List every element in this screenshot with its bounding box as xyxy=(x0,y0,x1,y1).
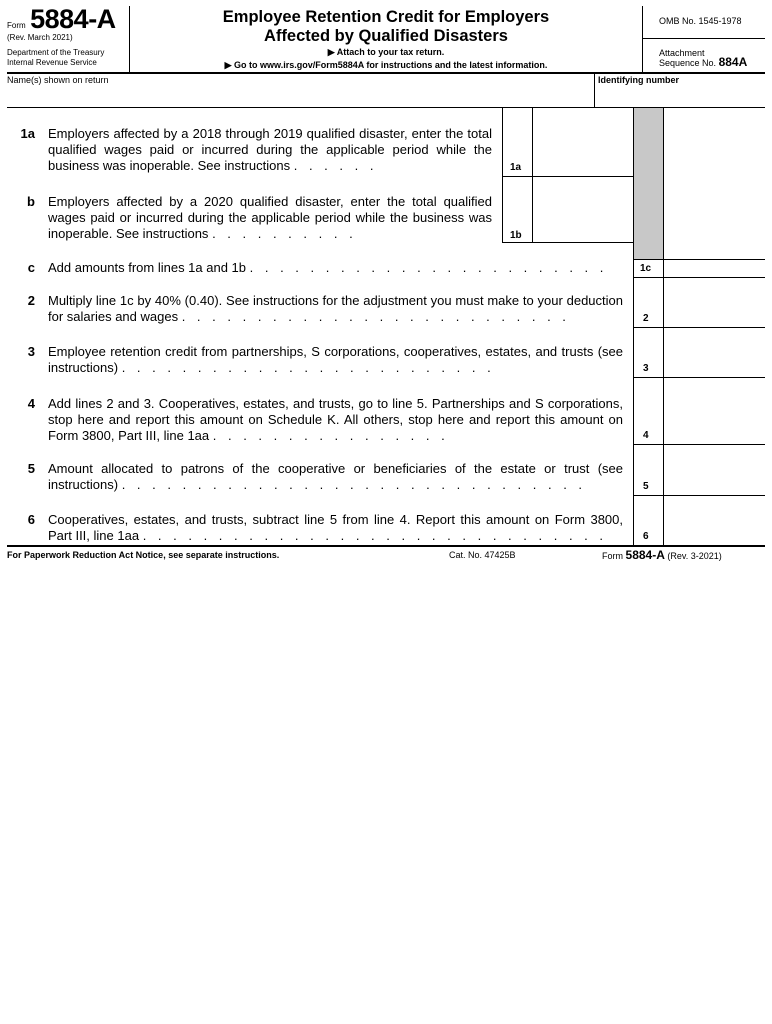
omb-number: OMB No. 1545-1978 xyxy=(659,16,742,26)
line-5-text: Amount allocated to patrons of the cooperative or beneficiaries of the estate or trust (see instructions) . . . . . . . . . . . . . . . . . . . . . . . . . . . . . . . xyxy=(48,461,623,492)
sequence-block xyxy=(659,55,747,69)
form-title xyxy=(130,8,642,46)
line-2-amount-field[interactable] xyxy=(664,278,764,326)
arrow-right-icon: ▶ xyxy=(224,60,232,70)
line-3-box-label: 3 xyxy=(643,363,649,374)
line-3-text: Employee retention credit from partnerships, S corporations, cooperatives, estates, and trusts (see instructions) . . . . . . . . . . . . . . . . . . . . . . . . . xyxy=(48,344,623,375)
name-label: Name(s) shown on return xyxy=(7,75,109,85)
line-1c-text: Add amounts from lines 1a and 1b . . . . . . . . . . . . . . . . . . . . . . . . xyxy=(48,260,608,275)
attachment-label: Attachment xyxy=(659,48,705,58)
line-1a-box-label: 1a xyxy=(510,162,522,173)
line-1a-text: Employers affected by a 2018 through 2019 qualified disaster, enter the total qualified wages paid or incurred during the applicable period while the business was inoperable. See instructions . . . . . . xyxy=(48,126,492,173)
irs: Internal Revenue Service xyxy=(7,58,97,67)
title-line-2: Affected by Qualified Disasters xyxy=(264,27,508,45)
line-6-box-label: 6 xyxy=(643,531,649,542)
line-6-number: 6 xyxy=(27,512,35,527)
shaded-area xyxy=(634,108,663,259)
line-2-number: 2 xyxy=(27,293,35,308)
line-5-amount-field[interactable] xyxy=(664,445,764,494)
arrow-right-icon: ▶ xyxy=(327,47,335,57)
goto-instruction: ▶ Go to www.irs.gov/Form5884A for instructions and the latest information. xyxy=(224,60,548,70)
form-id-block xyxy=(7,4,132,35)
line-4-amount-field[interactable] xyxy=(664,378,764,443)
title-line-1: Employee Retention Credit for Employers xyxy=(222,8,550,26)
form-number: 5884-A xyxy=(30,4,116,34)
line-1a-amount-field[interactable] xyxy=(533,109,632,175)
sequence-label: Sequence No. xyxy=(659,58,717,68)
identifying-number-label: Identifying number xyxy=(598,75,679,85)
line-3-amount-field[interactable] xyxy=(664,328,764,376)
attach-instruction: ▶ Attach to your tax return. xyxy=(327,47,445,57)
footer-form-id: Form 5884-A (Rev. 3-2021) xyxy=(602,548,722,562)
line-6-amount-field[interactable] xyxy=(664,496,764,544)
line-1b-number: b xyxy=(27,194,35,209)
line-5-box-label: 5 xyxy=(643,481,649,492)
line-1b-amount-field[interactable] xyxy=(533,177,632,241)
line-1c-amount-field[interactable] xyxy=(664,260,764,276)
line-1b-text: Employers affected by a 2020 qualified disaster, enter the total qualified wages paid or incurred during the applicable period while the business was inoperable. See instructions . . . . . . . . . . xyxy=(48,194,492,241)
line-1b-box-label: 1b xyxy=(510,230,522,241)
sequence-number: 884A xyxy=(718,55,748,69)
department: Department of the Treasury xyxy=(7,48,105,57)
line-3-number: 3 xyxy=(27,344,35,359)
identifying-number-field[interactable] xyxy=(598,86,764,106)
line-1c-box-label: 1c xyxy=(640,263,652,274)
name-field[interactable] xyxy=(8,86,592,106)
line-2-text: Multiply line 1c by 40% (0.40). See instructions for the adjustment you must make to your deduction for salaries and wages . . . . . . . . . . . . . . . . . . . . . . . . . . xyxy=(48,293,623,324)
line-1a-number: 1a xyxy=(20,126,35,141)
line-4-box-label: 4 xyxy=(643,430,649,441)
form-word: Form xyxy=(7,21,26,30)
catalog-number: Cat. No. 47425B xyxy=(449,550,516,560)
line-2-box-label: 2 xyxy=(643,313,649,324)
line-5-number: 5 xyxy=(27,461,35,476)
line-6-text: Cooperatives, estates, and trusts, subtract line 5 from line 4. Report this amount on Form 3800, Part III, line 1aa . . . . . . . . . . . . . . . . . . . . . . . . . . . . . . . xyxy=(48,512,623,543)
paperwork-notice: For Paperwork Reduction Act Notice, see separate instructions. xyxy=(7,550,280,560)
line-1c-number: c xyxy=(27,260,35,275)
line-4-number: 4 xyxy=(27,396,35,411)
revision-date: (Rev. March 2021) xyxy=(7,33,73,42)
line-4-text: Add lines 2 and 3. Cooperatives, estates, and trusts, go to line 5. Partnerships and S corporations, stop here and report this amount on Schedule K. All others, stop here and report this amount on Form 3800, Part III, line 1aa . . . . . . . . . . . . . . . . xyxy=(48,396,623,443)
